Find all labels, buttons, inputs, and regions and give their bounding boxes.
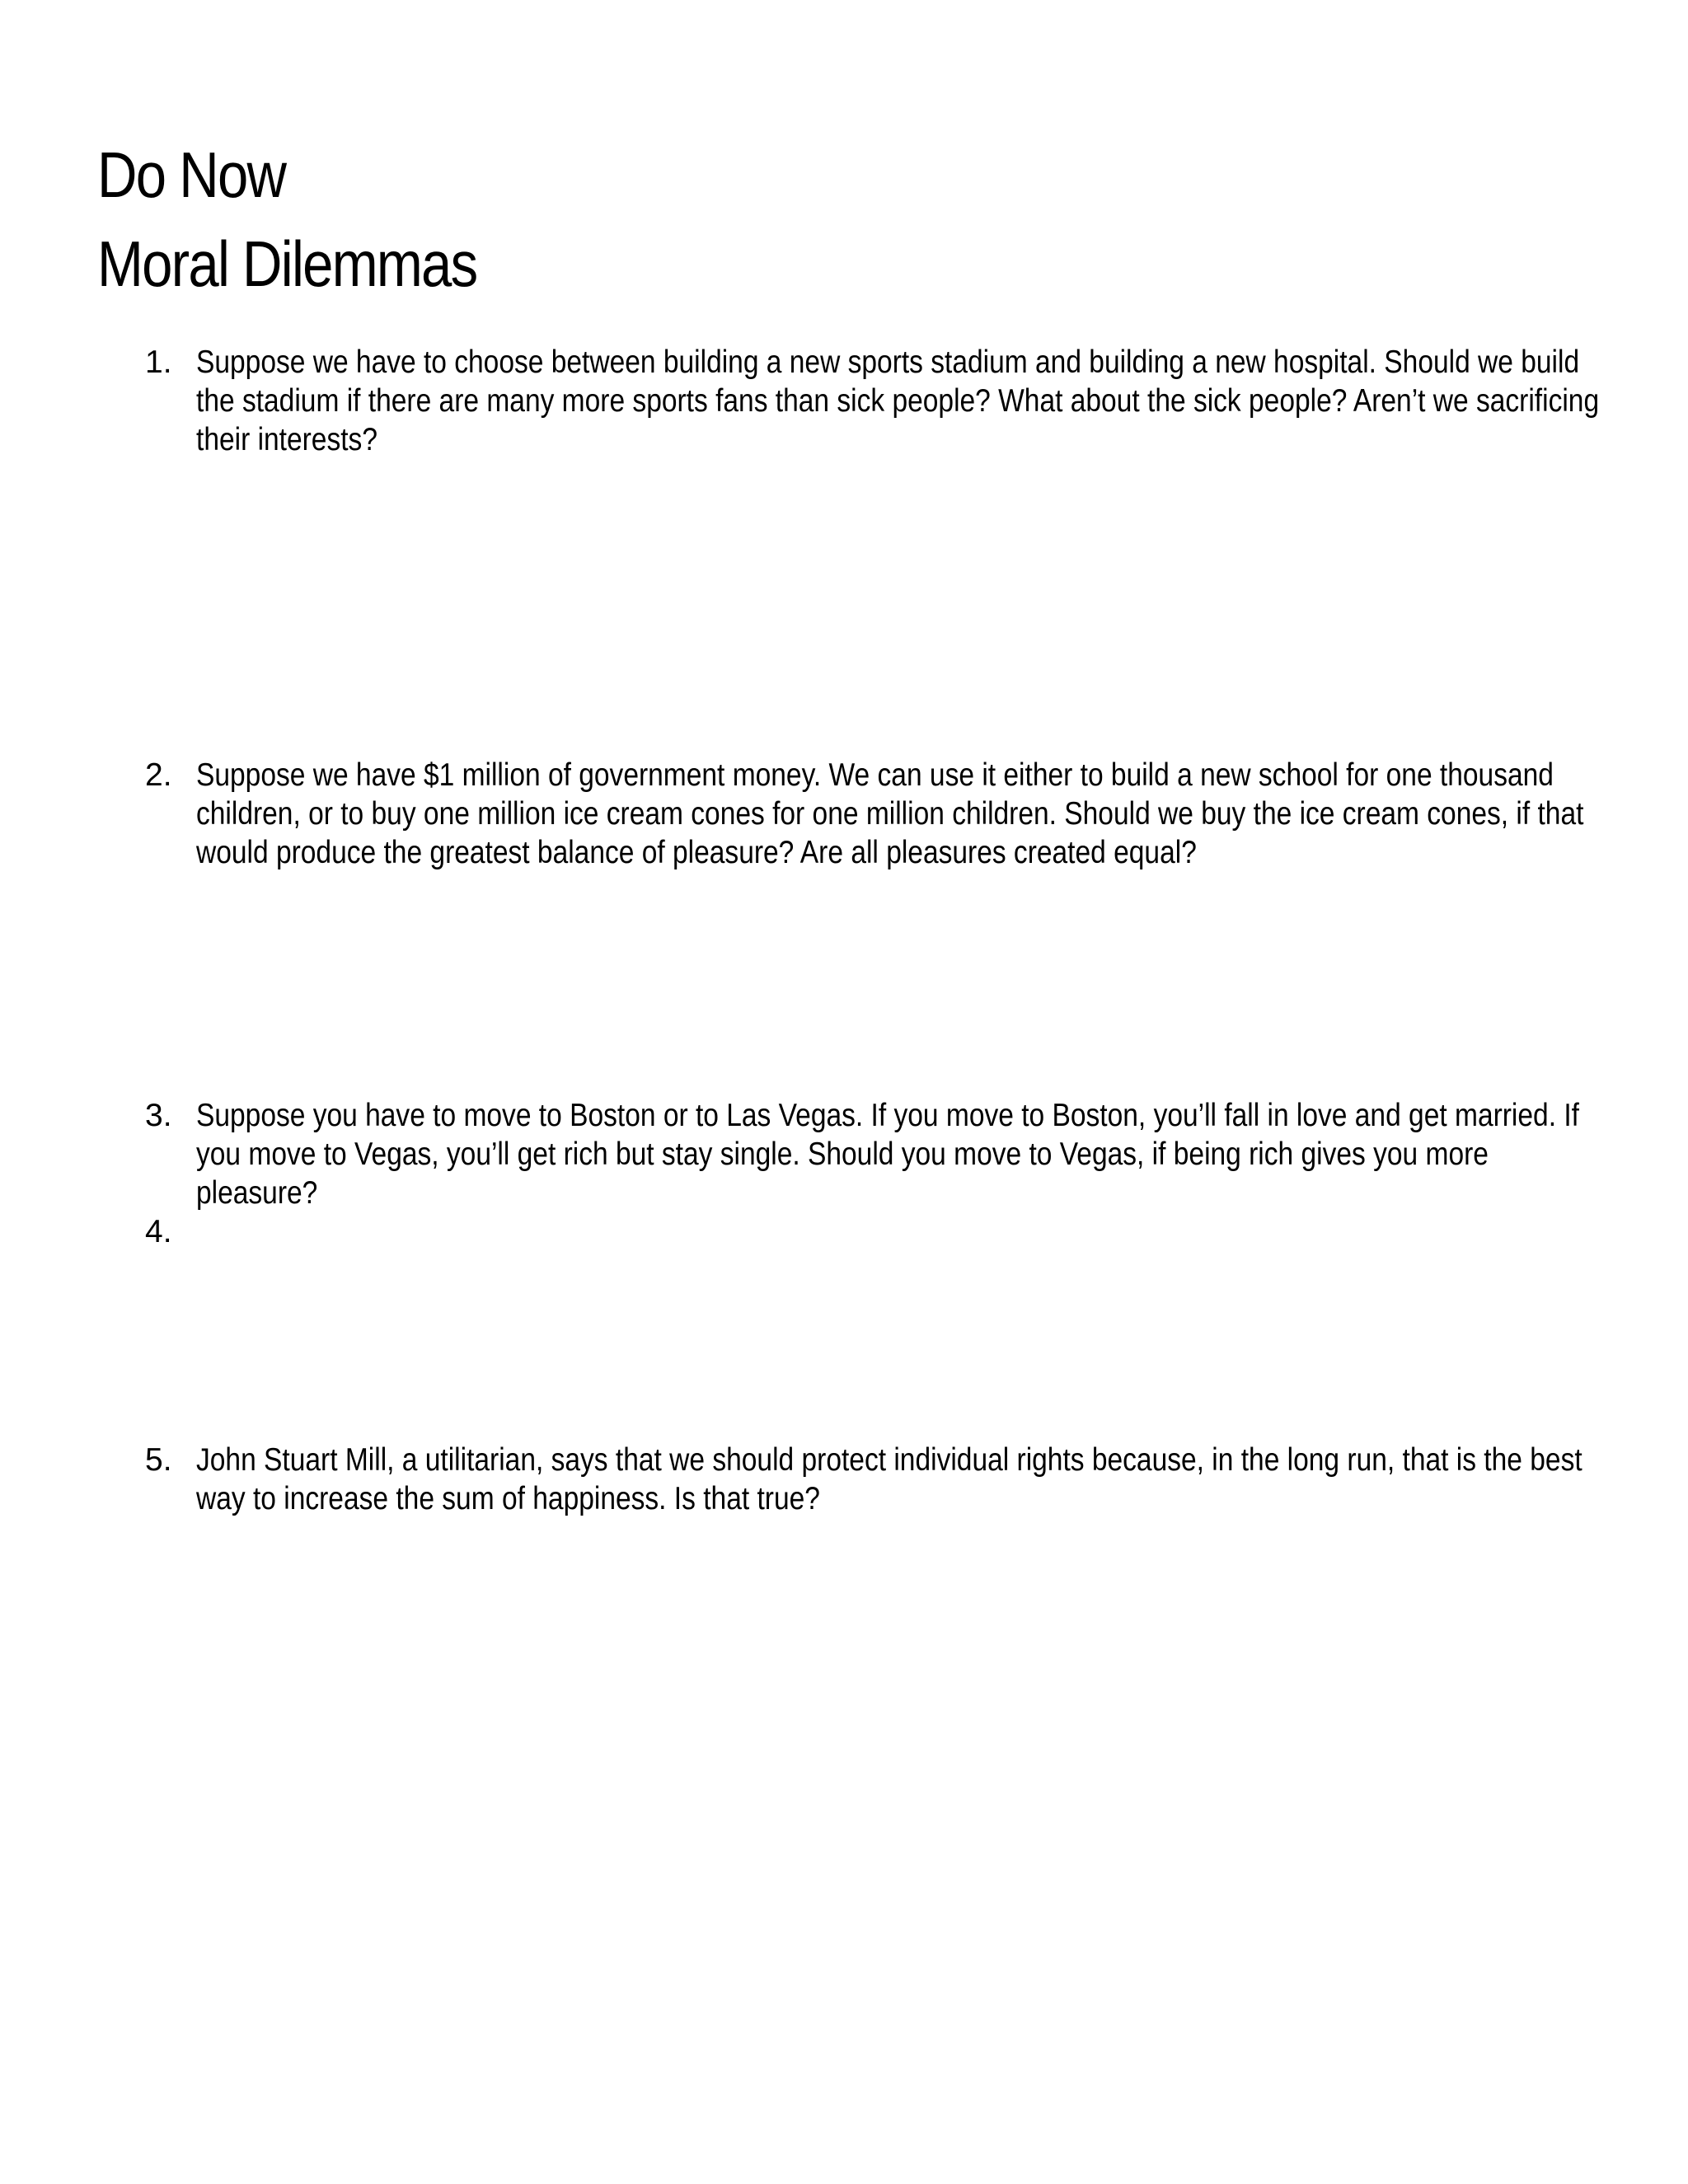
question-line: Suppose we have to choose between building a new sports stadium and building a new hospital. Should we build	[196, 344, 1580, 380]
question-text	[196, 343, 1628, 459]
question-number: 4.	[145, 1214, 172, 1249]
question-line: their interests?	[196, 422, 377, 457]
question-text	[196, 1096, 1628, 1212]
page-subtitle: Moral Dilemmas	[97, 227, 477, 300]
question-line: you move to Vegas, you’ll get rich but stay single. Should you move to Vegas, if being rich gives you more	[196, 1137, 1489, 1172]
page-title: Do Now	[97, 138, 286, 211]
question-line: pleasure?	[196, 1175, 318, 1211]
question-line: would produce the greatest balance of pleasure? Are all pleasures created equal?	[196, 835, 1197, 870]
question-line: the stadium if there are many more sports fans than sick people? What about the sick people? Aren’t we sacrificing	[196, 383, 1600, 419]
question-line: John Stuart Mill, a utilitarian, says that we should protect individual rights because, in the long run, that is the best	[196, 1442, 1582, 1478]
question-text	[196, 1441, 1628, 1518]
question-text	[196, 756, 1628, 872]
question-line: way to increase the sum of happiness. Is that true?	[196, 1481, 820, 1516]
question-item-3	[145, 1096, 1579, 1212]
question-item-5	[145, 1441, 1582, 1518]
question-number: 5.	[145, 1442, 172, 1478]
question-number: 3.	[145, 1098, 172, 1133]
question-number: 1.	[145, 344, 172, 380]
question-item-1	[145, 343, 1600, 459]
title-block	[97, 130, 538, 308]
question-item-2	[145, 756, 1584, 872]
question-number: 2.	[145, 757, 172, 793]
question-line: Suppose you have to move to Boston or to Las Vegas. If you move to Boston, you’ll fall in love and get married. If	[196, 1098, 1579, 1133]
question-line: children, or to buy one million ice cream cones for one million children. Should we buy the ice cream cones, if that	[196, 796, 1584, 832]
question-line: Suppose we have $1 million of government money. We can use it either to build a new school for one thousand	[196, 757, 1554, 793]
